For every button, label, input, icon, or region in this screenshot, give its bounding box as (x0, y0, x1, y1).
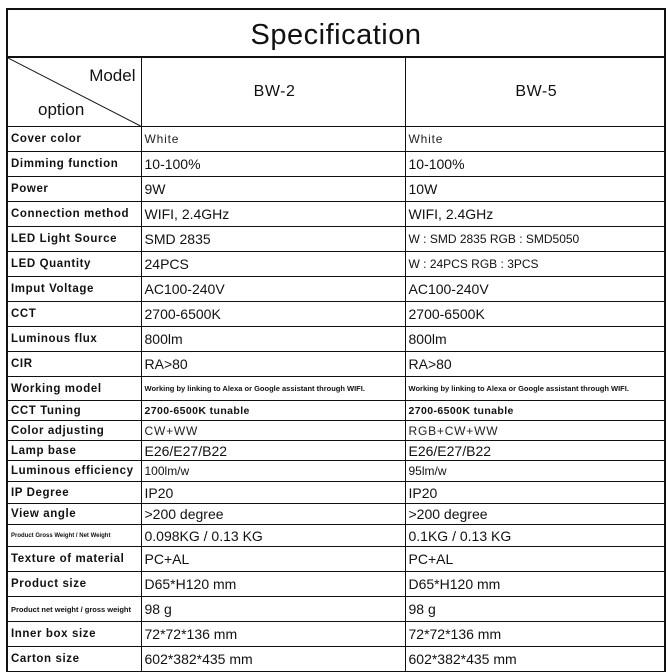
spec-label: Carton size (8, 647, 141, 672)
spec-label: CIR (8, 352, 141, 377)
bw2-value: 9W (141, 177, 405, 202)
spec-row (8, 622, 664, 647)
bw5-value: 72*72*136 mm (405, 622, 664, 647)
spec-label: Lamp base (8, 441, 141, 461)
bw5-value: RGB+CW+WW (405, 421, 664, 441)
spec-row (8, 401, 664, 421)
spec-label: View angle (8, 504, 141, 525)
bw5-value: 95lm/w (405, 461, 664, 482)
spec-label: Working model (8, 377, 141, 401)
spec-row (8, 302, 664, 327)
bw2-value: D65*H120 mm (141, 572, 405, 597)
bw5-value: 2700-6500K (405, 302, 664, 327)
bw5-value: 10-100% (405, 152, 664, 177)
spec-label: CCT (8, 302, 141, 327)
bw5-value: 10W (405, 177, 664, 202)
bw5-value: PC+AL (405, 547, 664, 572)
bw2-value: WIFI, 2.4GHz (141, 202, 405, 227)
spec-label: Inner box size (8, 622, 141, 647)
spec-row (8, 227, 664, 252)
spec-row (8, 252, 664, 277)
spec-label: Product net weight / gross weight (8, 597, 141, 622)
bw5-value: 98 g (405, 597, 664, 622)
spec-label: Imput Voltage (8, 277, 141, 302)
bw2-value: 800lm (141, 327, 405, 352)
spec-label: Color adjusting (8, 421, 141, 441)
spec-row (8, 647, 664, 672)
bw2-value: Working by linking to Alexa or Google assistant through WIFI. (141, 377, 405, 401)
spec-row (8, 202, 664, 227)
model-option-corner-cell (8, 58, 141, 127)
header-row (8, 58, 664, 127)
bw5-value: 800lm (405, 327, 664, 352)
spec-label: IP Degree (8, 482, 141, 504)
bw2-value: IP20 (141, 482, 405, 504)
bw2-value: 24PCS (141, 252, 405, 277)
spec-label: Product Gross Weight / Net Weight (8, 525, 141, 547)
spec-row (8, 421, 664, 441)
bw5-value: 2700-6500K tunable (405, 401, 664, 421)
bw5-value: IP20 (405, 482, 664, 504)
spec-row (8, 525, 664, 547)
spec-label: Luminous efficiency (8, 461, 141, 482)
bw2-value: 10-100% (141, 152, 405, 177)
spec-label: LED Light Source (8, 227, 141, 252)
bw2-value: 100lm/w (141, 461, 405, 482)
spec-label: Dimming function (8, 152, 141, 177)
model-label: Model (89, 66, 136, 85)
spec-row (8, 461, 664, 482)
spec-sheet (6, 8, 666, 672)
bw2-value: White (141, 127, 405, 152)
bw5-value: W : SMD 2835 RGB : SMD5050 (405, 227, 664, 252)
bw5-value: 602*382*435 mm (405, 647, 664, 672)
bw2-value: >200 degree (141, 504, 405, 525)
spec-row (8, 327, 664, 352)
bw5-value: D65*H120 mm (405, 572, 664, 597)
spec-row (8, 504, 664, 525)
spec-row (8, 441, 664, 461)
bw2-value: SMD 2835 (141, 227, 405, 252)
spec-label: Power (8, 177, 141, 202)
spec-label: Product size (8, 572, 141, 597)
bw2-value: RA>80 (141, 352, 405, 377)
spec-label: Connection method (8, 202, 141, 227)
option-label: option (38, 100, 85, 119)
bw5-value: >200 degree (405, 504, 664, 525)
spec-row (8, 177, 664, 202)
spec-row (8, 152, 664, 177)
spec-row (8, 597, 664, 622)
page-title: Specification (8, 10, 664, 58)
bw5-value: RA>80 (405, 352, 664, 377)
spec-row (8, 547, 664, 572)
spec-row (8, 352, 664, 377)
bw2-value: AC100-240V (141, 277, 405, 302)
bw2-value: 2700-6500K tunable (141, 401, 405, 421)
spec-label: Luminous flux (8, 327, 141, 352)
spec-label: Texture of material (8, 547, 141, 572)
bw2-value: E26/E27/B22 (141, 441, 405, 461)
bw2-value: 0.098KG / 0.13 KG (141, 525, 405, 547)
spec-row (8, 377, 664, 401)
bw5-value: W : 24PCS RGB : 3PCS (405, 252, 664, 277)
spec-row (8, 482, 664, 504)
bw5-value: E26/E27/B22 (405, 441, 664, 461)
spec-label: LED Quantity (8, 252, 141, 277)
bw2-value: CW+WW (141, 421, 405, 441)
spec-table (8, 58, 664, 672)
spec-row (8, 572, 664, 597)
bw2-value: PC+AL (141, 547, 405, 572)
bw5-value: Working by linking to Alexa or Google assistant through WIFI. (405, 377, 664, 401)
bw5-value: WIFI, 2.4GHz (405, 202, 664, 227)
bw2-value: 602*382*435 mm (141, 647, 405, 672)
bw2-value: 72*72*136 mm (141, 622, 405, 647)
bw2-value: 98 g (141, 597, 405, 622)
bw2-value: 2700-6500K (141, 302, 405, 327)
bw5-value: 0.1KG / 0.13 KG (405, 525, 664, 547)
spec-row (8, 127, 664, 152)
spec-label: CCT Tuning (8, 401, 141, 421)
bw5-value: White (405, 127, 664, 152)
model-name-bw2: BW-2 (141, 58, 405, 127)
spec-label: Cover color (8, 127, 141, 152)
spec-row (8, 277, 664, 302)
model-name-bw5: BW-5 (405, 58, 664, 127)
bw5-value: AC100-240V (405, 277, 664, 302)
